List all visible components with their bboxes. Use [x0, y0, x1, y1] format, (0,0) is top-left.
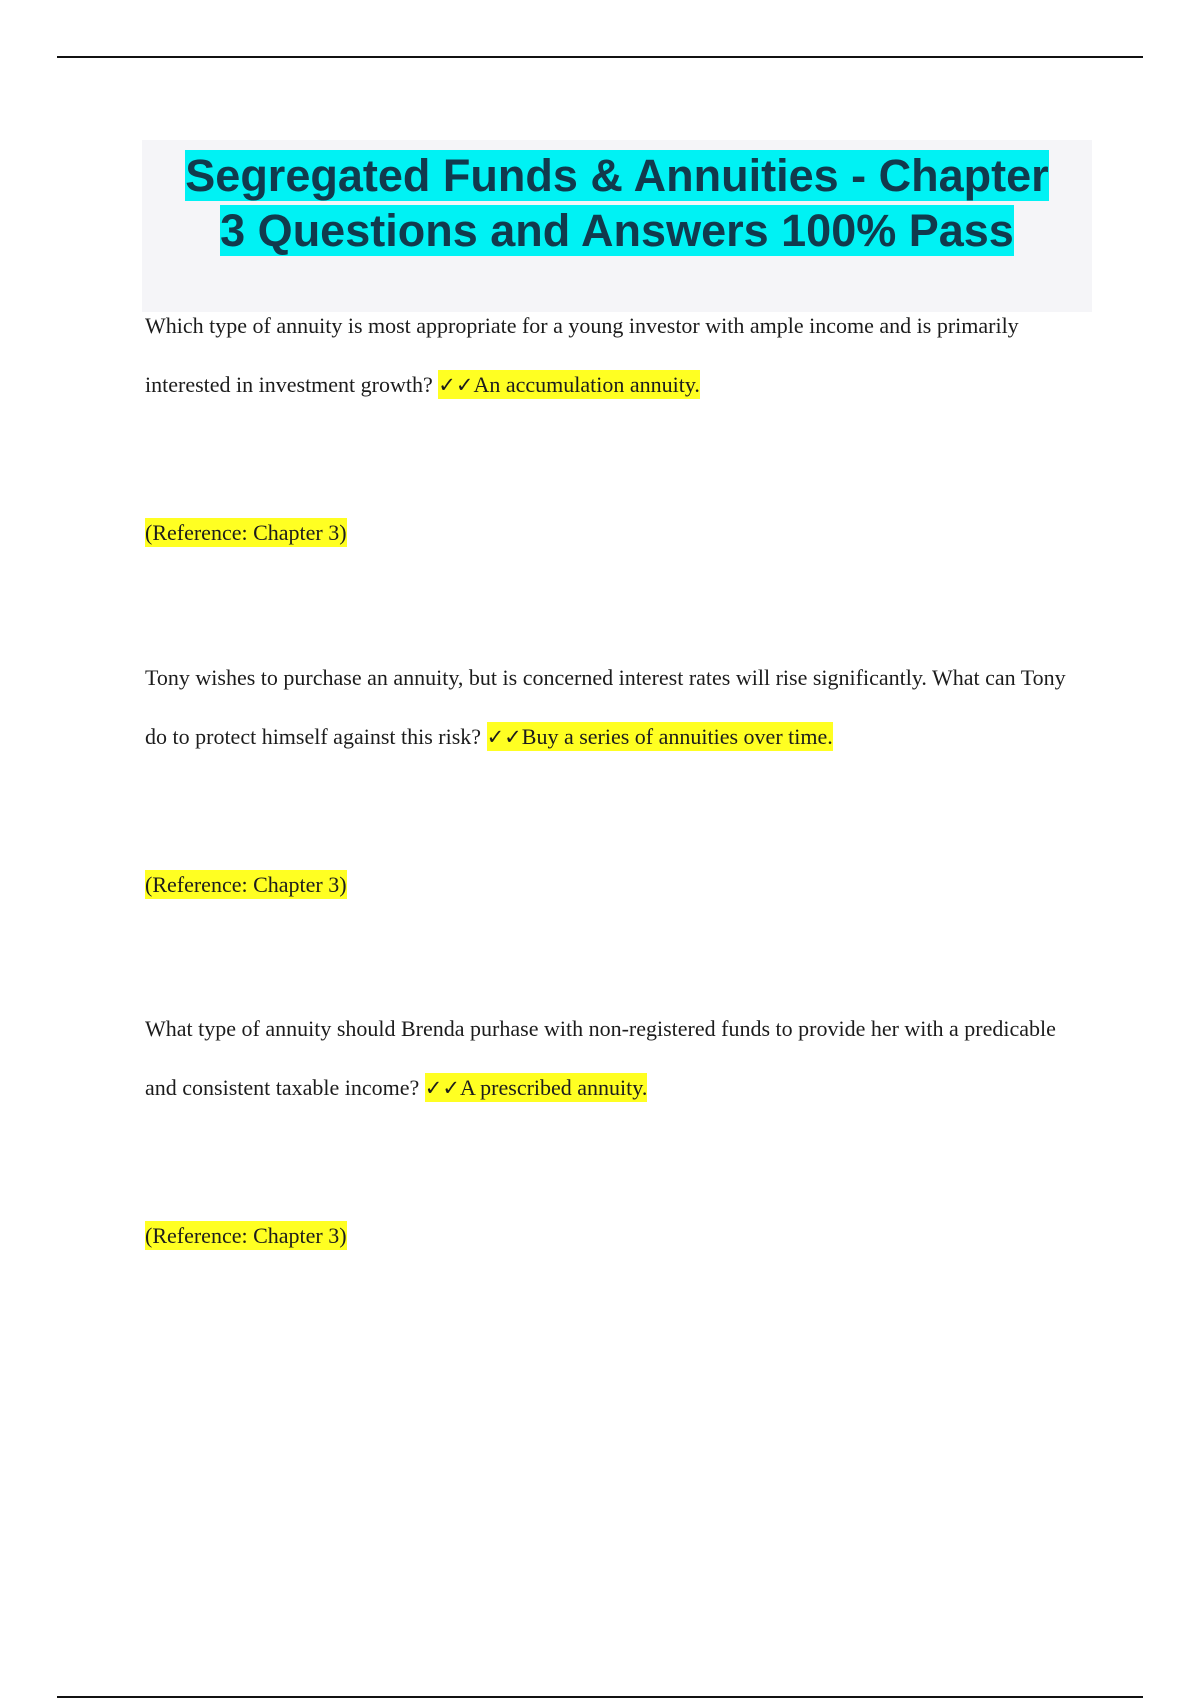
- answer-1-text: An accumulation annuity.: [473, 372, 700, 397]
- answer-2: [487, 722, 833, 751]
- question-2-text: Tony wishes to purchase an annuity, but is concerned interest rates will rise significantly. What can Tony do to protect himself against this risk?: [145, 665, 1066, 749]
- question-3-text: What type of annuity should Brenda purhase with non-registered funds to provide her with a predicable and consistent taxable income?: [145, 1016, 1056, 1100]
- question-1-text: Which type of annuity is most appropriate for a young investor with ample income and is primarily interested in investment growth?: [145, 313, 1019, 397]
- check-icon: ✓✓: [438, 373, 474, 397]
- question-1: [145, 296, 1085, 415]
- answer-3: [425, 1073, 648, 1102]
- page-title: [142, 148, 1092, 258]
- reference-3-text: (Reference: Chapter 3): [145, 1223, 347, 1248]
- question-3: [145, 999, 1085, 1118]
- question-2: [145, 648, 1085, 767]
- reference-2-text: (Reference: Chapter 3): [145, 872, 347, 897]
- check-icon: ✓✓: [424, 1076, 460, 1100]
- title-line-1: Segregated Funds & Annuities - Chapter: [185, 150, 1049, 201]
- reference-1: [145, 518, 347, 548]
- answer-3-text: A prescribed annuity.: [460, 1075, 648, 1100]
- reference-3: [145, 1221, 347, 1251]
- answer-2-text: Buy a series of annuities over time.: [521, 724, 833, 749]
- check-icon: ✓✓: [486, 725, 522, 749]
- top-rule: [57, 56, 1143, 58]
- title-line-2: 3 Questions and Answers 100% Pass: [220, 205, 1014, 256]
- reference-2: [145, 870, 347, 900]
- reference-1-text: (Reference: Chapter 3): [145, 520, 347, 545]
- answer-1: [438, 370, 700, 399]
- title-block: [142, 140, 1092, 312]
- bottom-rule: [57, 1696, 1143, 1698]
